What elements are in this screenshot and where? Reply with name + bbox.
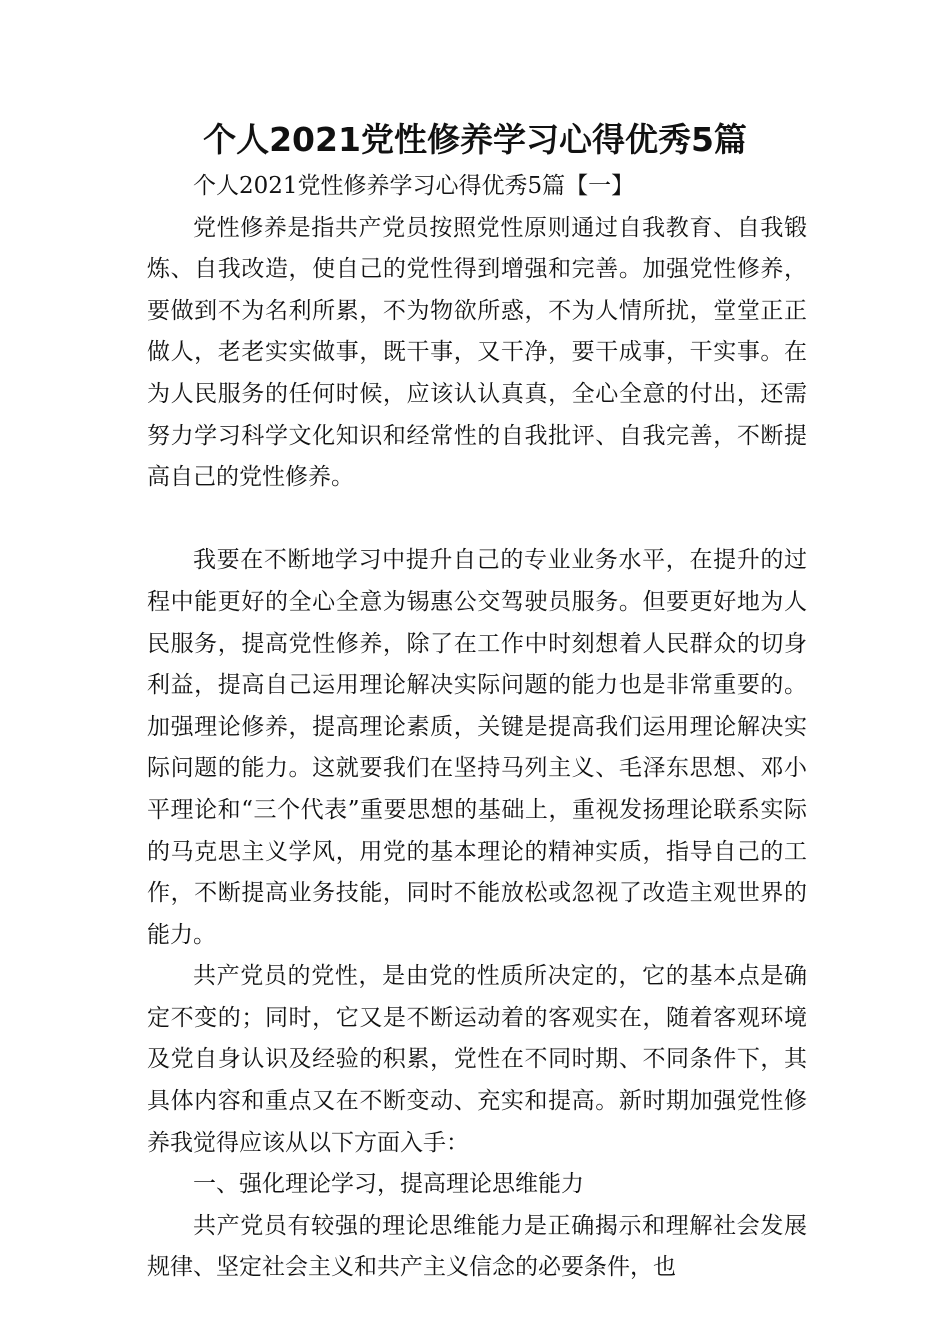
document-body [147,166,807,1289]
section-heading: 个人2021党性修养学习心得优秀5篇【一】 [193,173,635,199]
paragraph: 共产党员的党性，是由党的性质所决定的，它的基本点是确定不变的；同时，它又是不断运动着的客观实在，随着客观环境及党自身认识及经验的积累，党性在不同时期、不同条件下，其具体内容和重点又在不断变动、充实和提高。新时期加强党性修养我觉得应该从以下方面入手： [147,963,807,1156]
subsection-heading: 一、强化理论学习，提高理论思维能力 [193,1171,584,1198]
paragraph: 共产党员有较强的理论思维能力是正确揭示和理解社会发展规律、坚定社会主义和共产主义信念的必要条件，也 [147,1212,807,1281]
document-title: 个人2021党性修养学习心得优秀5篇 [203,120,747,159]
blank-line [147,499,807,541]
paragraph: 我要在不断地学习中提升自己的专业业务水平，在提升的过程中能更好的全心全意为锡惠公交驾驶员服务。但要更好地为人民服务，提高党性修养，除了在工作中时刻想着人民群众的切身利益，提高自己运用理论解决实际问题的能力也是非常重要的。加强理论修养，提高理论素质，关键是提高我们运用理论解决实际问题的能力。这就要我们在坚持马列主义、毛泽东思想、邓小平理论和“三个代表”重要思想的基础上，重视发扬理论联系实际的马克思主义学风，用党的基本理论的精神实质，指导自己的工作，不断提高业务技能，同时不能放松或忽视了改造主观世界的能力。 [147,547,807,948]
paragraph: 党性修养是指共产党员按照党性原则通过自我教育、自我锻炼、自我改造，使自己的党性得到增强和完善。加强党性修养，要做到不为名利所累，不为物欲所惑，不为人情所扰，堂堂正正做人，老老实实做事，既干事，又干净，要干成事，干实事。在为人民服务的任何时候，应该认认真真，全心全意的付出，还需努力学习科学文化知识和经常性的自我批评、自我完善，不断提高自己的党性修养。 [147,214,807,491]
